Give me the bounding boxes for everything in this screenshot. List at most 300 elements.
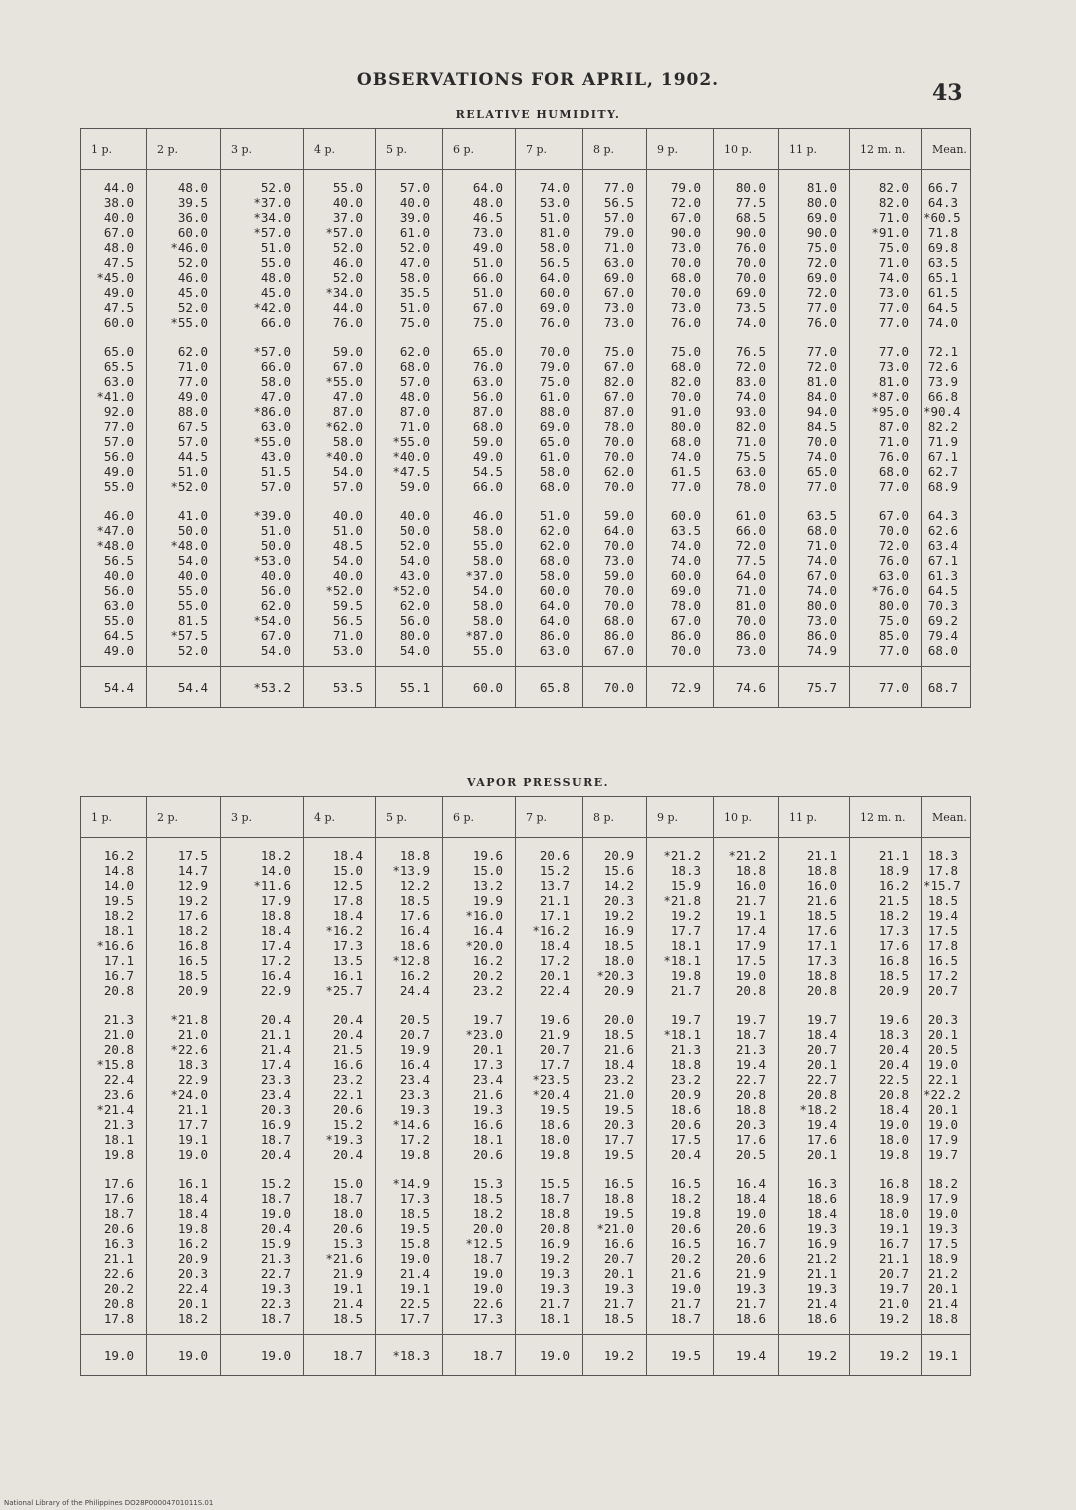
mean-cell: 18.7 <box>443 1335 516 1376</box>
table-row <box>81 389 971 404</box>
table-cell: 40.0 <box>81 568 147 583</box>
table-cell: 17.4 <box>221 938 304 953</box>
table-cell: 62.0 <box>221 598 304 613</box>
table-cell: 40.0 <box>376 494 443 523</box>
table-cell: 20.4 <box>304 1027 376 1042</box>
mean-cell: 72.9 <box>647 667 714 708</box>
table-cell: 58.0 <box>443 613 516 628</box>
table-cell: 19.3 <box>714 1281 779 1296</box>
column-header: 5 p. <box>376 797 443 838</box>
table-cell: *15.7 <box>922 878 971 893</box>
mean-cell: 55.1 <box>376 667 443 708</box>
table-cell: 19.8 <box>647 968 714 983</box>
table-cell: 19.4 <box>714 1057 779 1072</box>
table-cell: 18.1 <box>81 923 147 938</box>
table-cell: 19.0 <box>221 1206 304 1221</box>
table-cell: 90.0 <box>779 225 850 240</box>
table-cell: 21.7 <box>516 1296 583 1311</box>
table-cell: 55.0 <box>81 613 147 628</box>
table-cell: 18.2 <box>221 838 304 864</box>
table-cell: 43.0 <box>376 568 443 583</box>
table-cell: 73.0 <box>647 300 714 315</box>
table-cell: 18.0 <box>304 1206 376 1221</box>
table-cell: 19.6 <box>516 998 583 1027</box>
table-cell: *14.9 <box>376 1162 443 1191</box>
table-cell: 12.5 <box>304 878 376 893</box>
table-cell: 66.8 <box>922 389 971 404</box>
table-cell: 17.6 <box>779 923 850 938</box>
table-cell: 82.2 <box>922 419 971 434</box>
table-cell: *22.6 <box>147 1042 221 1057</box>
table-cell: 18.9 <box>850 863 922 878</box>
table-cell: 86.0 <box>779 628 850 643</box>
table-cell: 21.6 <box>647 1266 714 1281</box>
table-row <box>81 568 971 583</box>
table-cell: 21.4 <box>922 1296 971 1311</box>
table-cell: 16.0 <box>779 878 850 893</box>
table-cell: 19.4 <box>922 908 971 923</box>
table-cell: 73.9 <box>922 374 971 389</box>
table-cell: 48.0 <box>443 195 516 210</box>
humidity-header-row <box>81 129 971 170</box>
table-cell: 58.0 <box>516 464 583 479</box>
table-cell: 70.0 <box>714 613 779 628</box>
table-cell: 77.0 <box>850 330 922 359</box>
table-cell: 19.7 <box>779 998 850 1027</box>
table-cell: *21.2 <box>647 838 714 864</box>
table-cell: 20.7 <box>922 983 971 998</box>
table-row <box>81 1147 971 1162</box>
table-cell: 15.0 <box>304 1162 376 1191</box>
table-cell: 84.0 <box>779 389 850 404</box>
table-cell: 22.9 <box>221 983 304 998</box>
table-cell: 75.5 <box>714 449 779 464</box>
table-cell: 19.8 <box>850 1147 922 1162</box>
table-cell: 37.0 <box>304 210 376 225</box>
table-cell: 52.0 <box>376 538 443 553</box>
column-header: 9 p. <box>647 797 714 838</box>
table-cell: 72.6 <box>922 359 971 374</box>
table-cell: 87.0 <box>583 404 647 419</box>
table-cell: 71.0 <box>850 255 922 270</box>
table-cell: 63.0 <box>81 374 147 389</box>
table-cell: 19.9 <box>376 1042 443 1057</box>
table-cell: 63.0 <box>516 643 583 667</box>
table-cell: 19.5 <box>376 1221 443 1236</box>
table-cell: 17.2 <box>376 1132 443 1147</box>
table-cell: 19.0 <box>443 1266 516 1281</box>
table-cell: 19.1 <box>850 1221 922 1236</box>
table-cell: 72.0 <box>714 359 779 374</box>
table-cell: 87.0 <box>850 419 922 434</box>
table-cell: *37.0 <box>443 568 516 583</box>
table-cell: 40.0 <box>304 568 376 583</box>
table-cell: 82.0 <box>714 419 779 434</box>
column-header: 3 p. <box>221 797 304 838</box>
table-cell: 18.4 <box>147 1191 221 1206</box>
table-cell: 18.1 <box>647 938 714 953</box>
table-cell: 18.0 <box>516 1132 583 1147</box>
table-cell: 15.6 <box>583 863 647 878</box>
table-cell: 49.0 <box>443 449 516 464</box>
table-row <box>81 285 971 300</box>
table-cell: 77.0 <box>850 300 922 315</box>
column-header: 4 p. <box>304 797 376 838</box>
table-cell: 21.4 <box>376 1266 443 1281</box>
mean-cell: *18.3 <box>376 1335 443 1376</box>
table-row <box>81 1296 971 1311</box>
table-cell: *57.5 <box>147 628 221 643</box>
table-cell: *25.7 <box>304 983 376 998</box>
table-cell: 63.0 <box>221 419 304 434</box>
table-cell: 35.5 <box>376 285 443 300</box>
table-cell: 16.7 <box>850 1236 922 1251</box>
table-cell: 67.0 <box>583 285 647 300</box>
table-cell: 17.6 <box>81 1162 147 1191</box>
table-cell: 67.0 <box>647 210 714 225</box>
table-cell: 65.5 <box>81 359 147 374</box>
table-row <box>81 938 971 953</box>
table-cell: *54.0 <box>221 613 304 628</box>
table-cell: 79.0 <box>583 225 647 240</box>
table-cell: 16.4 <box>376 923 443 938</box>
table-cell: *24.0 <box>147 1087 221 1102</box>
table-cell: 51.0 <box>304 523 376 538</box>
column-header: 3 p. <box>221 129 304 170</box>
column-header: 9 p. <box>647 129 714 170</box>
table-cell: 16.6 <box>583 1236 647 1251</box>
table-cell: 15.3 <box>304 1236 376 1251</box>
table-cell: 21.2 <box>779 1251 850 1266</box>
table-row <box>81 195 971 210</box>
table-cell: *40.0 <box>376 449 443 464</box>
table-cell: 79.0 <box>647 170 714 196</box>
table-cell: 70.0 <box>583 538 647 553</box>
table-cell: 19.0 <box>922 1206 971 1221</box>
table-cell: 24.4 <box>376 983 443 998</box>
table-cell: 21.1 <box>850 1251 922 1266</box>
table-cell: 18.2 <box>647 1191 714 1206</box>
table-cell: 40.0 <box>147 568 221 583</box>
table-row <box>81 628 971 643</box>
table-cell: *20.0 <box>443 938 516 953</box>
table-cell: 21.7 <box>647 983 714 998</box>
column-header: 12 m. n. <box>850 797 922 838</box>
table-cell: 23.4 <box>376 1072 443 1087</box>
table-cell: 64.0 <box>443 170 516 196</box>
table-cell: 94.0 <box>779 404 850 419</box>
table-row <box>81 643 971 667</box>
table-cell: 19.0 <box>922 1057 971 1072</box>
table-cell: 17.1 <box>779 938 850 953</box>
table-cell: 76.0 <box>647 315 714 330</box>
table-cell: 20.4 <box>304 998 376 1027</box>
table-cell: 17.5 <box>714 953 779 968</box>
table-cell: 47.0 <box>221 389 304 404</box>
table-cell: 17.3 <box>850 923 922 938</box>
table-cell: 18.8 <box>376 838 443 864</box>
table-cell: 20.1 <box>779 1147 850 1162</box>
table-cell: 54.0 <box>376 553 443 568</box>
table-cell: 18.5 <box>443 1191 516 1206</box>
table-cell: 49.0 <box>81 464 147 479</box>
table-cell: 75.0 <box>516 374 583 389</box>
table-cell: 82.0 <box>583 374 647 389</box>
table-cell: 20.9 <box>147 1251 221 1266</box>
table-cell: 17.7 <box>516 1057 583 1072</box>
table-cell: 19.8 <box>647 1206 714 1221</box>
table-cell: 17.3 <box>304 938 376 953</box>
table-cell: 71.0 <box>147 359 221 374</box>
table-cell: 21.9 <box>714 1266 779 1281</box>
table-cell: *48.0 <box>81 538 147 553</box>
column-header: 6 p. <box>443 797 516 838</box>
table-row <box>81 1132 971 1147</box>
table-cell: 91.0 <box>647 404 714 419</box>
table-cell: 74.0 <box>714 389 779 404</box>
table-cell: 67.1 <box>922 553 971 568</box>
table-cell: 23.4 <box>221 1087 304 1102</box>
table-cell: 70.0 <box>647 389 714 404</box>
table-cell: 16.2 <box>850 878 922 893</box>
table-cell: 18.4 <box>583 1057 647 1072</box>
table-cell: 21.1 <box>81 1251 147 1266</box>
table-cell: 18.7 <box>714 1027 779 1042</box>
table-cell: 14.0 <box>81 878 147 893</box>
table-cell: 21.5 <box>850 893 922 908</box>
table-row <box>81 1102 971 1117</box>
table-cell: 18.6 <box>516 1117 583 1132</box>
table-cell: 74.9 <box>779 643 850 667</box>
table-cell: *60.5 <box>922 210 971 225</box>
table-cell: 67.0 <box>850 494 922 523</box>
table-cell: 21.9 <box>516 1027 583 1042</box>
column-header: 7 p. <box>516 797 583 838</box>
table-cell: 80.0 <box>779 598 850 613</box>
table-cell: *95.0 <box>850 404 922 419</box>
page-title: OBSERVATIONS FOR APRIL, 1902. <box>356 70 720 90</box>
table-cell: 20.6 <box>516 838 583 864</box>
table-cell: 86.0 <box>714 628 779 643</box>
table-cell: 19.1 <box>714 908 779 923</box>
table-cell: 70.0 <box>583 598 647 613</box>
table-cell: 67.0 <box>779 568 850 583</box>
table-row <box>81 330 971 359</box>
table-cell: 81.0 <box>714 598 779 613</box>
table-cell: 16.2 <box>443 953 516 968</box>
table-cell: 18.7 <box>221 1191 304 1206</box>
table-cell: 20.1 <box>583 1266 647 1281</box>
table-cell: 21.3 <box>714 1042 779 1057</box>
mean-cell: 19.2 <box>850 1335 922 1376</box>
table-cell: 55.0 <box>443 538 516 553</box>
table-cell: 74.0 <box>647 449 714 464</box>
table-cell: 17.7 <box>647 923 714 938</box>
table-cell: 82.0 <box>850 170 922 196</box>
table-cell: 73.0 <box>779 613 850 628</box>
table-cell: 70.0 <box>583 434 647 449</box>
table-cell: 16.9 <box>583 923 647 938</box>
table-cell: 22.1 <box>304 1087 376 1102</box>
table-cell: 17.5 <box>922 923 971 938</box>
mean-cell: 19.0 <box>516 1335 583 1376</box>
table-cell: 38.0 <box>81 195 147 210</box>
mean-cell: 74.6 <box>714 667 779 708</box>
table-cell: 13.2 <box>443 878 516 893</box>
table-cell: 20.7 <box>850 1266 922 1281</box>
table-cell: 16.8 <box>850 953 922 968</box>
table-cell: *45.0 <box>81 270 147 285</box>
table-row <box>81 583 971 598</box>
table-cell: 22.1 <box>922 1072 971 1087</box>
table-cell: 19.5 <box>583 1147 647 1162</box>
table-cell: 20.8 <box>850 1087 922 1102</box>
table-cell: 21.3 <box>221 1251 304 1266</box>
column-header: 12 m. n. <box>850 129 922 170</box>
table-cell: 16.2 <box>376 968 443 983</box>
table-cell: 74.0 <box>779 449 850 464</box>
table-cell: 18.7 <box>221 1311 304 1335</box>
table-cell: 17.9 <box>221 893 304 908</box>
table-cell: 20.5 <box>376 998 443 1027</box>
table-cell: 55.0 <box>304 170 376 196</box>
table-cell: 19.1 <box>376 1281 443 1296</box>
table-cell: 19.2 <box>850 1311 922 1335</box>
table-cell: 56.0 <box>81 449 147 464</box>
table-cell: 20.7 <box>779 1042 850 1057</box>
table-cell: 12.9 <box>147 878 221 893</box>
table-cell: 69.0 <box>516 419 583 434</box>
table-cell: 81.0 <box>516 225 583 240</box>
table-cell: 64.5 <box>922 300 971 315</box>
table-cell: 81.0 <box>779 374 850 389</box>
table-cell: 92.0 <box>81 404 147 419</box>
table-cell: 18.2 <box>443 1206 516 1221</box>
table-cell: 21.9 <box>304 1266 376 1281</box>
table-cell: 14.7 <box>147 863 221 878</box>
table-cell: 58.0 <box>516 240 583 255</box>
table-cell: 18.4 <box>516 938 583 953</box>
column-header: Mean. <box>922 129 971 170</box>
table-row <box>81 953 971 968</box>
humidity-section-title: RELATIVE HUMIDITY. <box>455 108 621 121</box>
table-cell: 15.2 <box>221 1162 304 1191</box>
table-cell: 90.0 <box>714 225 779 240</box>
table-cell: 18.4 <box>779 1206 850 1221</box>
table-cell: 18.5 <box>376 1206 443 1221</box>
table-cell: 77.0 <box>850 315 922 330</box>
table-cell: *55.0 <box>221 434 304 449</box>
table-cell: 19.7 <box>922 1147 971 1162</box>
table-cell: 88.0 <box>516 404 583 419</box>
table-cell: 64.3 <box>922 494 971 523</box>
table-cell: 61.0 <box>516 389 583 404</box>
table-cell: 18.2 <box>147 1311 221 1335</box>
table-row <box>81 359 971 374</box>
table-cell: 17.1 <box>516 908 583 923</box>
table-row <box>81 1057 971 1072</box>
table-cell: 15.9 <box>221 1236 304 1251</box>
table-cell: 74.0 <box>850 270 922 285</box>
mean-cell: 54.4 <box>147 667 221 708</box>
table-cell: 45.0 <box>221 285 304 300</box>
mean-cell: 19.5 <box>647 1335 714 1376</box>
table-cell: 20.6 <box>304 1102 376 1117</box>
table-cell: 19.0 <box>922 1117 971 1132</box>
table-cell: 73.0 <box>583 553 647 568</box>
table-cell: 64.5 <box>81 628 147 643</box>
table-cell: 16.9 <box>221 1117 304 1132</box>
table-cell: 19.1 <box>304 1281 376 1296</box>
table-cell: 20.7 <box>516 1042 583 1057</box>
table-cell: 69.0 <box>516 300 583 315</box>
table-cell: 23.4 <box>443 1072 516 1087</box>
table-cell: 68.0 <box>779 523 850 538</box>
column-header: 10 p. <box>714 129 779 170</box>
table-cell: *13.9 <box>376 863 443 878</box>
table-cell: 63.0 <box>714 464 779 479</box>
table-cell: 19.5 <box>583 1102 647 1117</box>
table-cell: 22.7 <box>221 1266 304 1281</box>
table-cell: 57.0 <box>304 479 376 494</box>
table-cell: 56.0 <box>81 583 147 598</box>
table-cell: 20.9 <box>850 983 922 998</box>
table-row <box>81 1072 971 1087</box>
table-cell: 77.0 <box>850 479 922 494</box>
table-cell: 16.1 <box>147 1162 221 1191</box>
table-cell: *34.0 <box>304 285 376 300</box>
page-number: 43 <box>932 80 963 106</box>
table-cell: 71.9 <box>922 434 971 449</box>
table-cell: 58.0 <box>516 568 583 583</box>
table-cell: 16.4 <box>221 968 304 983</box>
table-cell: 21.1 <box>221 1027 304 1042</box>
table-cell: 79.4 <box>922 628 971 643</box>
table-cell: *47.0 <box>81 523 147 538</box>
column-header: 4 p. <box>304 129 376 170</box>
table-cell: 16.7 <box>714 1236 779 1251</box>
table-cell: 13.7 <box>516 878 583 893</box>
table-cell: 40.0 <box>221 568 304 583</box>
table-cell: 40.0 <box>81 210 147 225</box>
table-cell: 21.1 <box>147 1102 221 1117</box>
table-cell: 19.7 <box>850 1281 922 1296</box>
table-cell: 93.0 <box>714 404 779 419</box>
table-cell: 16.5 <box>147 953 221 968</box>
table-cell: 21.4 <box>779 1296 850 1311</box>
table-cell: 52.0 <box>147 255 221 270</box>
table-cell: 23.2 <box>304 1072 376 1087</box>
table-cell: 20.0 <box>583 998 647 1027</box>
table-cell: 44.5 <box>147 449 221 464</box>
table-cell: 46.0 <box>147 270 221 285</box>
table-cell: 36.0 <box>147 210 221 225</box>
table-cell: 71.0 <box>714 583 779 598</box>
table-cell: 21.1 <box>779 1266 850 1281</box>
table-row <box>81 553 971 568</box>
mean-cell: 70.0 <box>583 667 647 708</box>
table-cell: 71.0 <box>850 210 922 225</box>
table-cell: 50.0 <box>376 523 443 538</box>
column-header: 2 p. <box>147 797 221 838</box>
table-cell: 60.0 <box>147 225 221 240</box>
table-cell: 58.0 <box>443 598 516 613</box>
table-cell: 18.5 <box>922 893 971 908</box>
table-row <box>81 893 971 908</box>
table-cell: 14.0 <box>221 863 304 878</box>
table-cell: 68.0 <box>376 359 443 374</box>
table-cell: 76.0 <box>850 449 922 464</box>
